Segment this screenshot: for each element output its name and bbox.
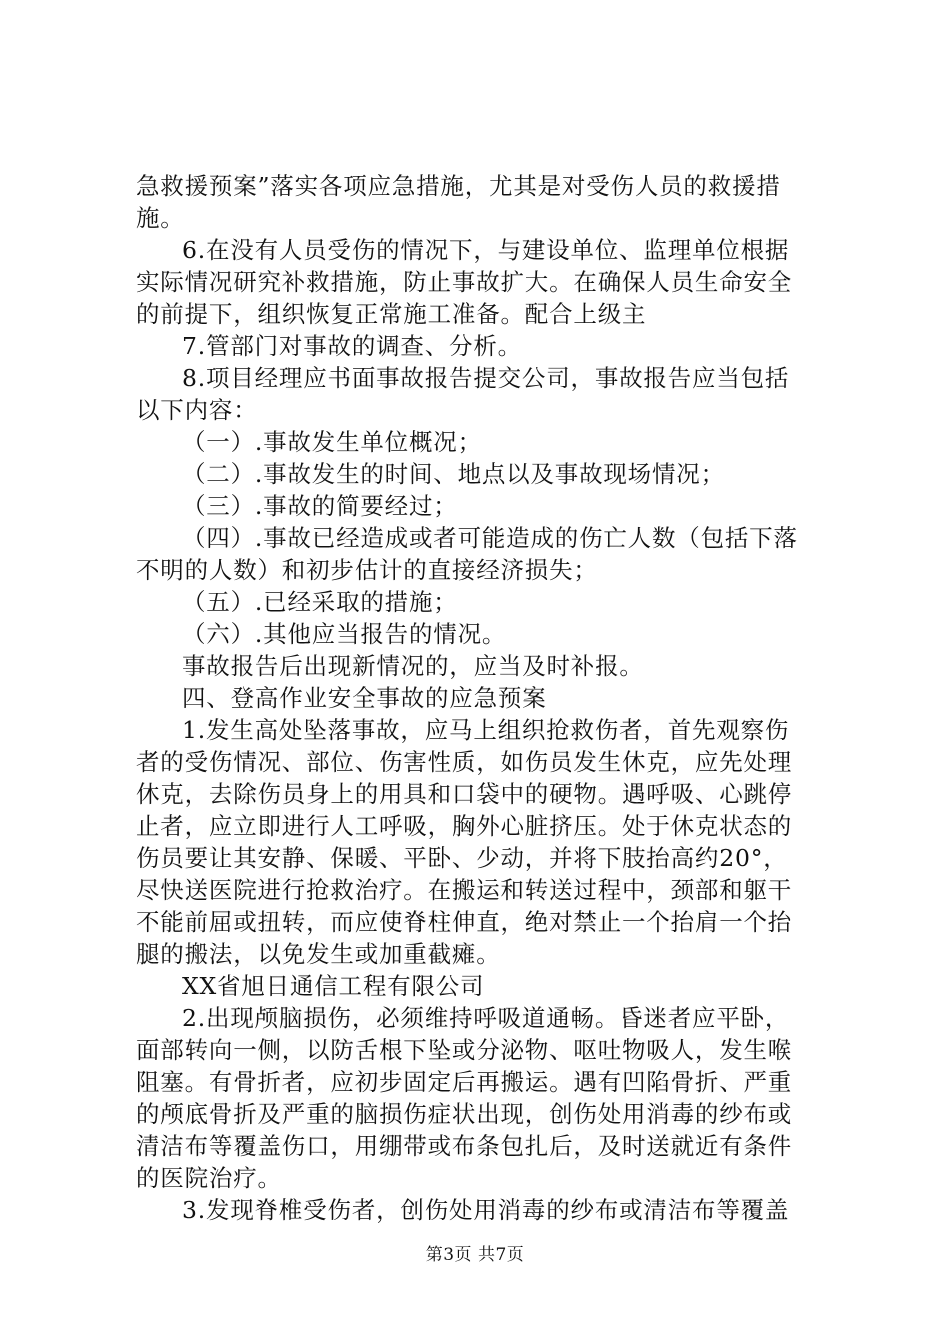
text-line: 事故报告后出现新情况的，应当及时补报。 [182, 652, 644, 680]
text-line: 3.发现脊椎受伤者，创伤处用消毒的纱布或清洁布等覆盖 [182, 1196, 790, 1224]
page-footer [0, 1244, 950, 1266]
text-line: 2.出现颅脑损伤，必须维持呼吸道通畅。昏迷者应平卧， [182, 1004, 790, 1032]
text-line: 急救援预案”落实各项应急措施，尤其是对受伤人员的救援措 [136, 172, 781, 200]
text-line: 者的受伤情况、部位、伤害性质，如伤员发生休克，应先处理 [136, 748, 793, 776]
text-line: 8.项目经理应书面事故报告提交公司，事故报告应当包括 [182, 364, 790, 392]
text-line: （二）.事故发生的时间、地点以及事故现场情况； [182, 460, 725, 488]
text-line: 1.发生高处坠落事故，应马上组织抢救伤者，首先观察伤 [182, 716, 790, 744]
text-line: 不能前屈或扭转，而应使脊柱伸直，绝对禁止一个抬肩一个抬 [136, 908, 793, 936]
text-line: （六）.其他应当报告的情况。 [182, 620, 507, 648]
text-line: 以下内容： [136, 396, 258, 424]
text-line: 清洁布等覆盖伤口，用绷带或布条包扎后，及时送就近有条件 [136, 1132, 793, 1160]
text-line: 尽快送医院进行抢救治疗。在搬运和转送过程中，颈部和躯干 [136, 876, 793, 904]
text-line: （三）.事故的简要经过； [182, 492, 458, 520]
text-line: 的颅底骨折及严重的脑损伤症状出现，创伤处用消毒的纱布或 [136, 1100, 793, 1128]
text-line: 面部转向一侧，以防舌根下坠或分泌物、呕吐物吸人，发生喉 [136, 1036, 793, 1064]
text-line: 的前提下，组织恢复正常施工准备。配合上级主 [136, 300, 647, 328]
text-line: （一）.事故发生单位概况； [182, 428, 482, 456]
text-line: （四）.事故已经造成或者可能造成的伤亡人数（包括下落 [182, 524, 798, 552]
page-number: 第3页 共7页 [425, 1245, 525, 1265]
text-line: （五）.已经采取的措施； [182, 588, 458, 616]
text-line: 施。 [136, 204, 185, 232]
text-line: 不明的人数）和初步估计的直接经济损失； [136, 556, 598, 584]
document-body [136, 170, 836, 1226]
text-line: 7.管部门对事故的调查、分析。 [182, 332, 522, 360]
text-line: 实际情况研究补救措施，防止事故扩大。在确保人员生命安全 [136, 268, 793, 296]
text-line: 休克，去除伤员身上的用具和口袋中的硬物。遇呼吸、心跳停 [136, 780, 793, 808]
text-line: 6.在没有人员受伤的情况下，与建设单位、监理单位根据 [182, 236, 790, 264]
text-line: 的医院治疗。 [136, 1164, 282, 1192]
company-name: XX省旭日通信工程有限公司 [182, 972, 485, 1000]
section-heading: 四、登高作业安全事故的应急预案 [182, 684, 547, 712]
text-line: 腿的搬法，以免发生或加重截瘫。 [136, 940, 501, 968]
text-line: 阻塞。有骨折者，应初步固定后再搬运。遇有凹陷骨折、严重 [136, 1068, 793, 1096]
text-line: 伤员要让其安静、保暖、平卧、少动，并将下肢抬高约20°， [136, 844, 788, 872]
text-line: 止者，应立即进行人工呼吸，胸外心脏挤压。处于休克状态的 [136, 812, 793, 840]
